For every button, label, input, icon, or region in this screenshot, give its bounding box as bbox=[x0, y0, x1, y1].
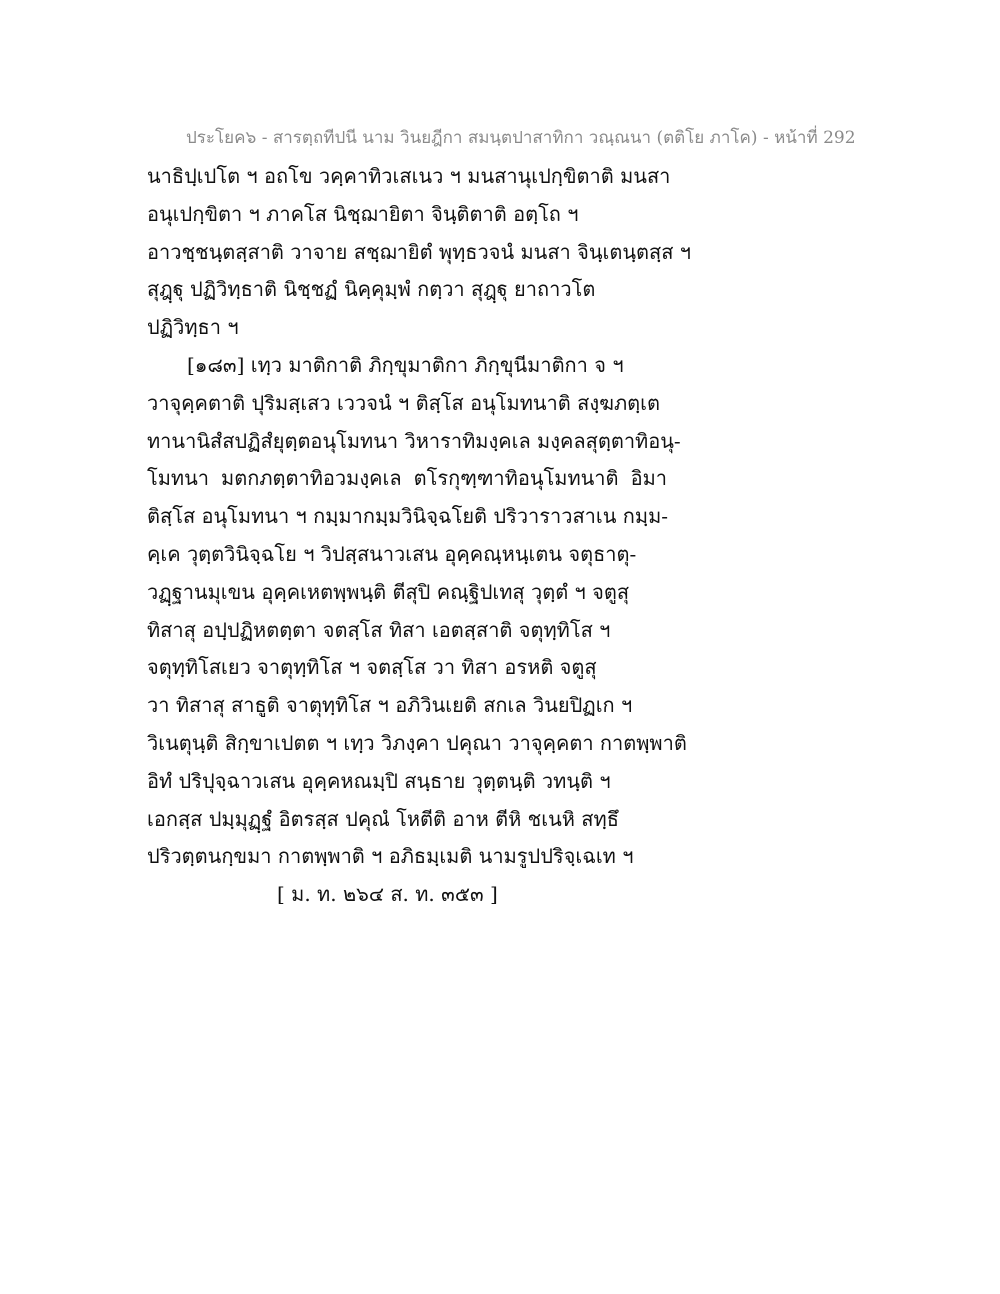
paragraph-start-line: [๑๘๓] เทฺว มาติกาติ ภิกฺขุมาติกา ภิกฺขุนีมาติกา จ ฯ bbox=[187, 352, 624, 377]
body-text bbox=[147, 158, 707, 914]
text-line: โมทนา มตกภตฺตาทิอวมงฺคเล ตโรกุฑฺฑาทิอนุโมทนาติ อิมา bbox=[147, 466, 667, 491]
running-header: ประโยค๖ - สารตฺถทีปนี นาม วินยฎีกา สมนฺตปาสาทิกา วณฺณนา (ตติโย ภาโค) - หน้าที่ 292 bbox=[186, 128, 856, 148]
text-line: วฏฺฐานมุเขน อุคฺคเหตพฺพนฺติ ตีสุปิ คณฺฐิปเทสุ วุตฺตํ ฯ จตูสุ bbox=[147, 579, 630, 604]
text-line: นาธิปฺเปโต ฯ อถโข วคฺคาทิวเสเนว ฯ มนสานุเปกฺขิตาติ มนสา bbox=[147, 164, 671, 188]
text-line: วา ทิสาสุ สาธูติ จาตุทฺทิโส ฯ อภิวินเยติ สกเล วินยปิฏเก ฯ bbox=[147, 693, 633, 718]
reference-citation: [ ม. ท. ๒๖๔ ส. ท. ๓๕๓ ] bbox=[277, 882, 498, 907]
text-line: เอกสฺส ปมฺมุฏฺฐํ อิตรสฺส ปคุณํ โหตีติ อาห ตีหิ ชเนหิ สทฺธึ bbox=[147, 806, 619, 831]
text-line: สุฎฺฐุ ปฏิวิทฺธาติ นิชฺชฏํ นิคฺคุมฺพํ กตฺวา สุฎฺฐุ ยาถาวโต bbox=[147, 277, 596, 302]
text-line: ทานานิสํสปฏิสํยุตฺตอนุโมทนา วิหาราทิมงฺคเล มงฺคลสุตฺตาทิอนุ- bbox=[147, 428, 681, 453]
text-line: ปริวตฺตนกฺขมา กาตพฺพาติ ฯ อภิธมฺเมติ นามรูปปริจฺเฉเท ฯ bbox=[147, 844, 634, 869]
text-line: วิเนตุนฺติ สิกฺขาเปตต ฯ เทฺว วิภงฺคา ปคุณา วาจุคฺคตา กาตพฺพาติ bbox=[147, 730, 687, 755]
text-line: จตุทฺทิโสเยว จาตุทฺทิโส ฯ จตสฺโส วา ทิสา อรหติ จตูสุ bbox=[147, 655, 597, 680]
text-line: ปฏิวิทฺธา ฯ bbox=[147, 315, 239, 340]
text-line: อนุเปกฺขิตา ฯ ภาคโส นิชฺฌายิตา จินฺติตาติ อตฺโถ ฯ bbox=[147, 201, 579, 226]
text-line: ติสฺโส อนุโมทนา ฯ กมฺมากมฺมวินิจฺฉโยติ ปริวาราวสาเน กมฺม- bbox=[147, 504, 669, 529]
text-line: อิทํ ปริปุจฺฉาวเสน อุคฺคหณมฺปิ สนฺธาย วุตฺตนฺติ วทนฺติ ฯ bbox=[147, 768, 611, 793]
text-line: คฺเค วุตฺตวินิจฺฉโย ฯ วิปสฺสนาวเสน อุคฺคณฺหนฺเตน จตุธาตุ- bbox=[147, 541, 637, 566]
text-line: ทิสาสุ อปฺปฏิหตตฺตา จตสฺโส ทิสา เอตสฺสาติ จตุทฺทิโส ฯ bbox=[147, 617, 611, 642]
text-line: อาวชฺชนฺตสฺสาติ วาจาย สชฺฌายิตํ พุทฺธวจนํ มนสา จินฺเตนฺตสฺส ฯ bbox=[147, 239, 692, 264]
text-line: วาจุคฺคตาติ ปุริมสฺเสว เววจนํ ฯ ติสฺโส อนุโมทนาติ สงฺฆภตฺเต bbox=[147, 390, 660, 415]
